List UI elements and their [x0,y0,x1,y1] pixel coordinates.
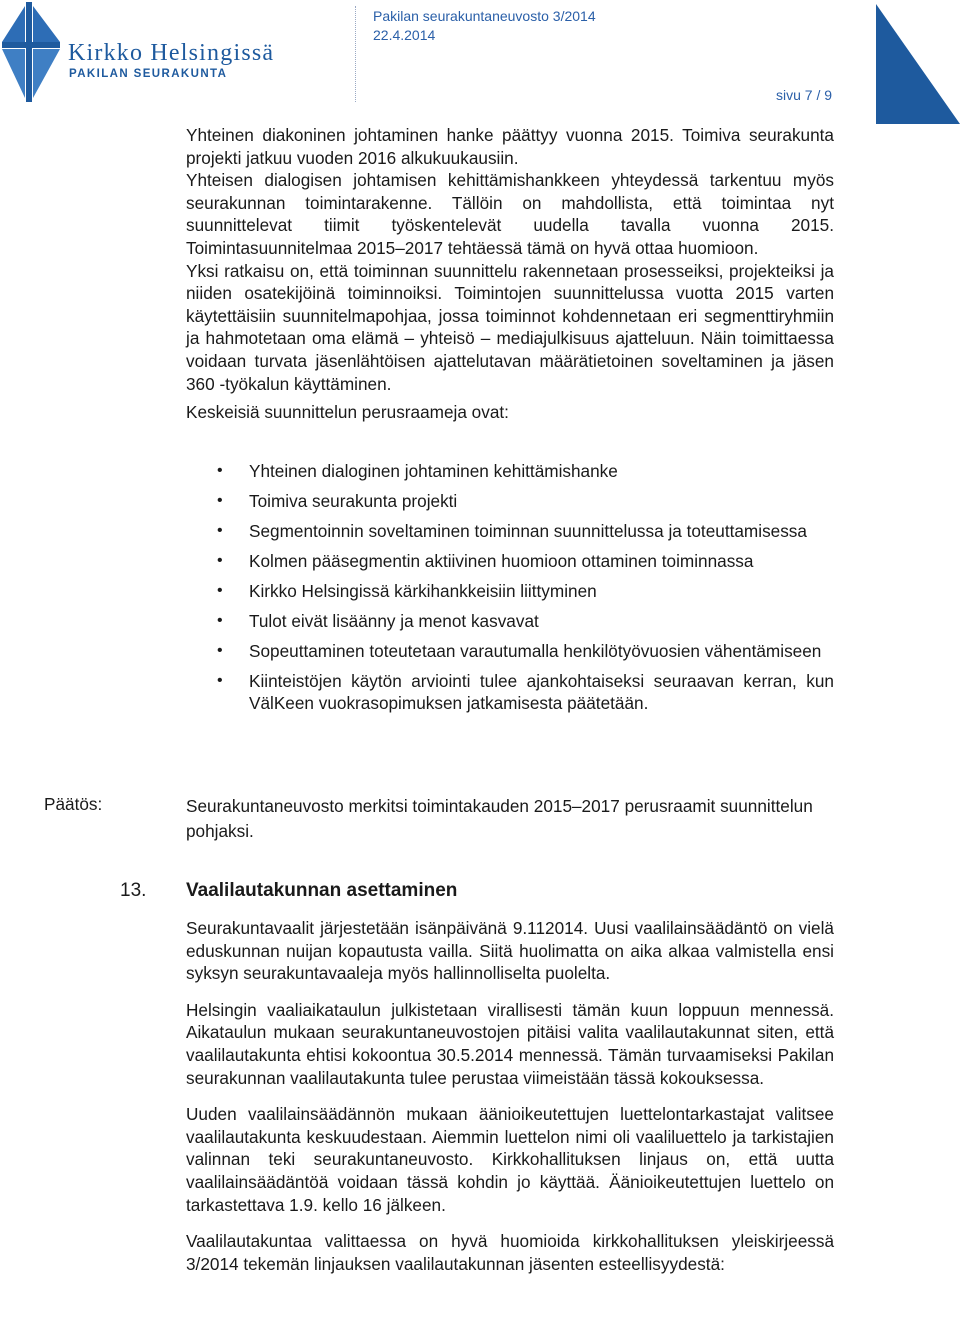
org-subtitle: PAKILAN SEURAKUNTA [69,68,228,80]
corner-decoration-icon [876,4,960,124]
list-item: • Sopeuttaminen toteutetaan varautumalla henkilötyövuosien vähentämiseen [186,640,834,663]
list-item: • Toimiva seurakunta projekti [186,490,834,513]
section-title: Vaalilautakunnan asettaminen [186,880,458,901]
page-number: sivu 7 / 9 [776,87,833,103]
section-body [186,917,834,1275]
church-cross-logo-icon [2,2,64,102]
document-title: Pakilan seurakuntaneuvosto 3/2014 [373,8,596,24]
section-paragraph: Helsingin vaaliaikataulun julkistetaan virallisesti tämän kuun loppuun mennessä. Aikataulun mukaan seurakuntaneuvostojen pitäisi valita vaalilautakunnat siten, että vaalilautakunta ehtisi kokoontua 30.5.2014 mennessä. Tämän turvaamiseksi Pakilan seurakunnan vaalilautakunta tulee perustaa viimeistään tässä kokouksessa. [186,999,834,1088]
section-number: 13. [120,880,147,901]
org-name: Kirkko Helsingissä [68,40,275,66]
intro-paragraph: Yksi ratkaisu on, että toiminnan suunnittelu rakennetaan prosesseiksi, projekteiksi ja niiden osatekijöinä toiminnoiksi. Toimintojen suunnittelussa vuotta 2015 varten käytettäisiin suunnitelmapohjaa, jossa toiminnot kohdennetaan eri segmenttiryhmiin ja hahmotetaan oma elämä – yhteisö – mediajulkisuus ajatteluun. Näin toimittaessa voidaan turvata jäsenlähtöisen ajattelutavan määrätietoinen soveltaminen ja jäsen 360 -työkalun käyttäminen. [186,260,834,394]
document-date: 22.4.2014 [373,27,436,43]
list-item: • Kiinteistöjen käytön arviointi tulee ajankohtaiseksi seuraavan kerran, kun VälKeen vuokrasopimuksen jatkamisesta päätetään. [186,670,834,715]
list-intro: Keskeisiä suunnittelun perusraameja ovat: [186,402,509,423]
section-paragraph: Vaalilautakuntaa valittaessa on hyvä huomioida kirkkohallituksen yleiskirjeessä 3/2014 tekemän linjauksen vaalilautakunnan jäsenten esteellisyydestä: [186,1231,834,1274]
section-paragraph: Uuden vaalilainsäädännön mukaan äänioikeutettujen luettelontarkastajat valitsee vaalilautakunta keskuudestaan. Aiemmin luettelon nimi oli vaaliluettelo ja tarkistajien valinnan teki seurakuntaneuvosto. Kirkkohallituksen linjaus on, että uutta vaalilainsäädäntöä voidaan tässä kohdin jo käyttää. Äänioikeutettujen luettelo on tarkastettava 1.9. kello 16 jälkeen. [186,1104,834,1215]
section-paragraph: Seurakuntavaalit järjestetään isänpäivänä 9.112014. Uusi vaalilainsäädäntö on vielä eduskunnan nuijan kopautusta vailla. Siitä huolimatta on aika alkaa valmistella ensi syksyn seurakuntavaaleja myös hallinnolliselta puolelta. [186,918,834,984]
decision-label: Päätös: [44,794,103,814]
intro-text [186,124,834,424]
intro-paragraph: Yhteisen dialogisen johtamisen kehittämishankkeen yhteydessä tarkentuu myös seurakunnan toimintarakenne. Tällöin on mahdollista, että toimintaa nyt suunnittelevat tiimit työskentelevät uudella tavalla vuonna 2015. Toimintasuunnitelmaa 2015–2017 tehtäessä tämä on hyvä ottaa huomioon. [186,170,834,258]
list-item: • Tulot eivät lisäänny ja menot kasvavat [186,610,834,633]
framework-list [186,460,834,722]
decision-text: Seurakuntaneuvosto merkitsi toimintakauden 2015–2017 perusraamit suunnittelun pohjaksi. [186,796,813,841]
list-item: • Kirkko Helsingissä kärkihankkeisiin liittyminen [186,580,834,603]
list-item: • Yhteinen dialoginen johtaminen kehittämishanke [186,460,834,483]
logo [2,2,302,102]
header-divider [355,6,356,102]
list-item: • Segmentoinnin soveltaminen toiminnan suunnittelussa ja toteuttamisessa [186,520,834,543]
intro-paragraph: Yhteinen diakoninen johtaminen hanke päättyy vuonna 2015. Toimiva seurakunta projekti jatkuu vuoden 2016 alkukuukausiin. [186,125,834,168]
list-item: • Kolmen pääsegmentin aktiivinen huomioon ottaminen toiminnassa [186,550,834,573]
